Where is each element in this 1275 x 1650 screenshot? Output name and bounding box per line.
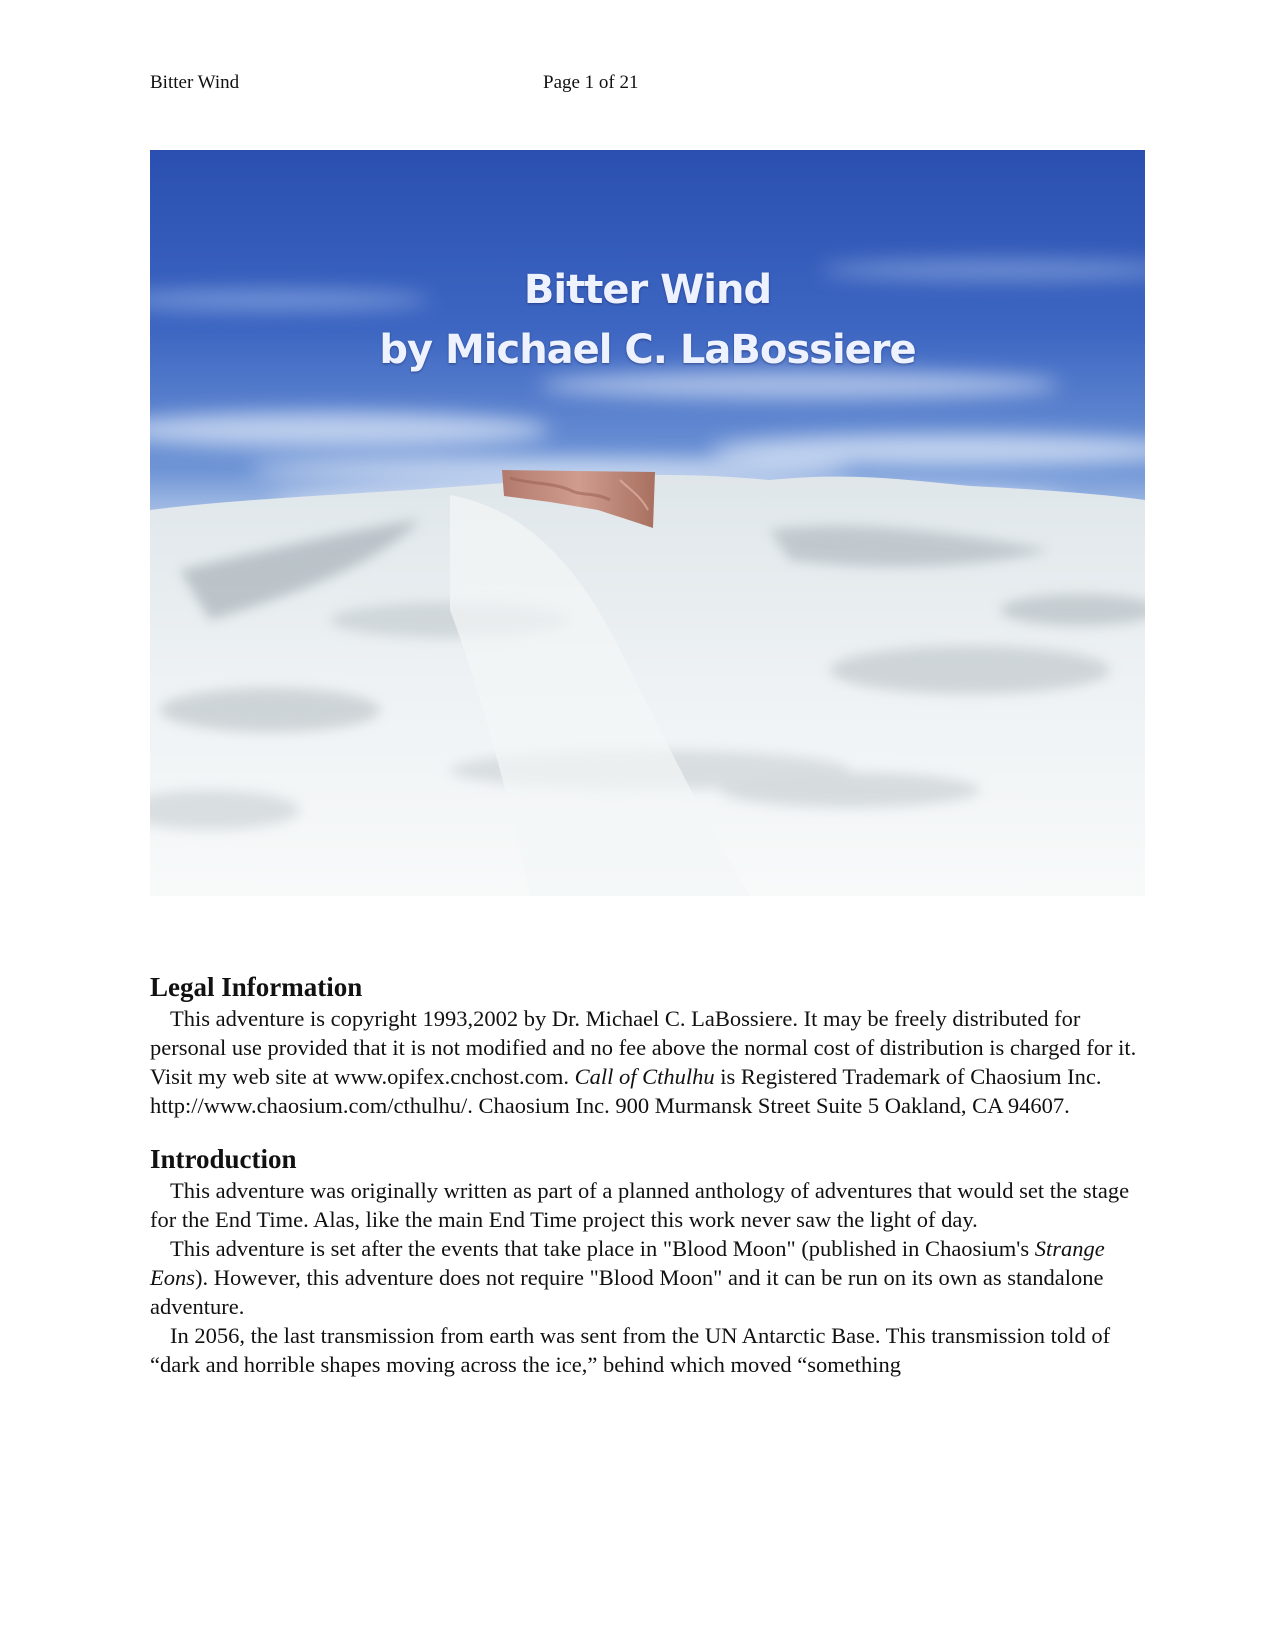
cover-text xyxy=(150,260,1145,380)
header-title: Bitter Wind xyxy=(150,72,240,93)
legal-text-2: is Registered Trademark of Chaosium Inc. http://www.chaosium.com/cthulhu/. Chaosium Inc. 900 Murmansk Street Suite 5 Oakland, CA 94607. xyxy=(150,1064,1102,1118)
legal-paragraph xyxy=(150,1004,1145,1120)
intro-paragraph-3: In 2056, the last transmission from earth was sent from the UN Antarctic Base. This transmission told of “dark and horrible shapes moving across the ice,” behind which moved “something xyxy=(150,1323,1111,1377)
intro-paragraph-1: This adventure was originally written as part of a planned anthology of adventures that would set the stage for the End Time. Alas, like the main End Time project this work never saw the light of day. xyxy=(150,1178,1130,1232)
legal-heading: Legal Information xyxy=(150,972,363,1002)
cover-image xyxy=(150,150,1145,896)
legal-emphasis: Call of Cthulhu xyxy=(574,1064,715,1089)
legal-text-1: This adventure is copyright 1993,2002 by Dr. Michael C. LaBossiere. It may be freely distributed for personal use provided that it is not modified and no fee above the normal cost of distribution is charged for it. Visit my web site at www.opifex.cnchost.com. xyxy=(150,1006,1137,1089)
page-header xyxy=(150,72,1130,98)
intro-p2-text-2: ). However, this adventure does not require "Blood Moon" and it can be run on its own as standalone adventure. xyxy=(150,1265,1104,1319)
cover-title: Bitter Wind xyxy=(523,267,772,313)
intro-p2-text-1: This adventure is set after the events that take place in "Blood Moon" (published in Chaosium's xyxy=(170,1236,1035,1261)
introduction-heading: Introduction xyxy=(150,1144,297,1174)
intro-paragraph-2 xyxy=(150,1234,1145,1321)
document-body xyxy=(150,970,1145,1379)
cover-byline: by Michael C. LaBossiere xyxy=(379,327,916,373)
intro-p2-emphasis: Strange Eons xyxy=(150,1236,1105,1290)
page-number: Page 1 of 21 xyxy=(543,72,639,93)
